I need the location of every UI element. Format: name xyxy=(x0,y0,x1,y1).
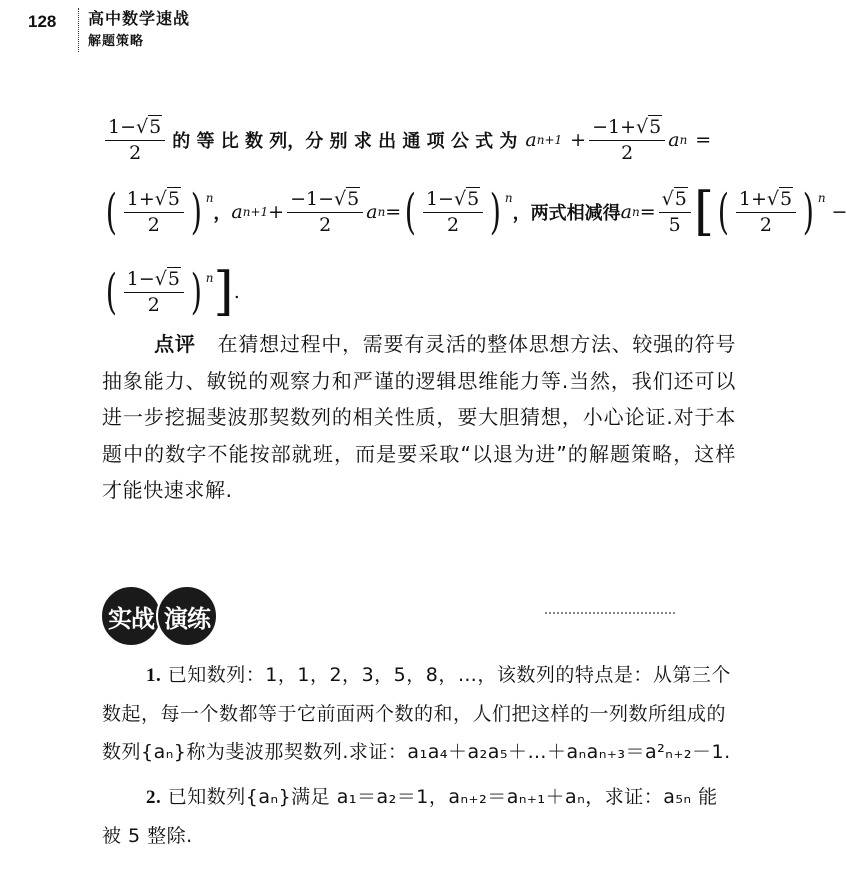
fraction-neg1-plus-root5-over-2: $\frac{-1+√5}{2}$ xyxy=(589,117,665,164)
book-subtitle: 解题策略 xyxy=(88,34,145,49)
problem-2-text: 已知数列{aₙ}满足 a₁＝a₂＝1，aₙ₊₂＝aₙ₊₁＋aₙ，求证：a₅ₙ 能被 5 整除. xyxy=(102,786,718,847)
line1-text: 的 等 比 数 列，分 别 求 出 通 项 公 式 为 xyxy=(172,131,518,152)
badge-circle-1: 实战 xyxy=(100,585,162,647)
commentary-label: 点评 xyxy=(154,332,196,356)
page-number: 128 xyxy=(28,12,57,31)
book-title: 高中数学速战 xyxy=(88,9,191,28)
fraction-neg1-minus-root5-over-2: $\frac{-1-√5}{2}$ xyxy=(287,189,363,236)
fraction-1-minus-root5-over-2-c: $\frac{1-√5}{2}$ xyxy=(124,269,184,316)
math-line-3: ( $\frac{1-√5}{2}$ ) $^n$ ] . xyxy=(105,262,240,322)
header-divider xyxy=(78,8,79,52)
fraction-1-plus-root5-over-2: $\frac{1+√5}{2}$ xyxy=(124,189,184,236)
fraction-root5-over-5: $\frac{√5}{5}$ xyxy=(659,189,691,236)
math-line-1: $\frac{1-√5}{2}$ 的 等 比 数 列，分 别 求 出 通 项 公 式 为 a n+1 + $\frac{-1+√5}{2}$ a n = xyxy=(102,104,711,176)
fraction-1-plus-root5-over-2-b: $\frac{1+√5}{2}$ xyxy=(736,189,796,236)
fraction-1-minus-root5-over-2-b: $\frac{1-√5}{2}$ xyxy=(423,189,483,236)
problem-1 xyxy=(102,656,736,771)
math-line-2: ( $\frac{1+√5}{2}$ ) $^n$ ， a n+1 + $\frac{-1-√5}{2}$ a n = ( $\frac{1-√5}{2}$ ) $^n$ ，两式相减得 a n = $\frac{√5}{5}$ [ ( $\frac{1+√5}{2}$ ) $^n$ − xyxy=(105,182,847,242)
badge-circle-2: 演练 xyxy=(156,585,218,647)
line2-text: ，两式相减得 xyxy=(512,203,621,224)
problem-1-number: 1. xyxy=(146,665,162,686)
problem-2 xyxy=(102,778,736,855)
commentary-paragraph xyxy=(102,326,736,509)
fraction-1-minus-root5-over-2: $\frac{1-√5}{2}$ xyxy=(105,117,165,164)
section-badge xyxy=(100,585,212,647)
problem-1-text: 已知数列：1，1，2，3，5，8，…，该数列的特点是：从第三个数起，每一个数都等于它前面两个数的和，人们把这样的一列数所组成的数列{aₙ}称为斐波那契数列.求证：a₁a₄＋a₂a₅＋…＋aₙaₙ₊₃＝a²ₙ₊₂－1. xyxy=(102,664,731,763)
decorative-dots xyxy=(545,612,675,620)
problem-2-number: 2. xyxy=(146,787,162,808)
commentary-body: 在猜想过程中，需要有灵活的整体思想方法、较强的符号抽象能力、敏锐的观察力和严谨的逻辑思维能力等.当然，我们还可以进一步挖掘斐波那契数列的相关性质，要大胆猜想，小心论证.对于本题中的数字不能按部就班，而是要采取“以退为进”的解题策略，这样才能快速求解. xyxy=(102,332,736,502)
